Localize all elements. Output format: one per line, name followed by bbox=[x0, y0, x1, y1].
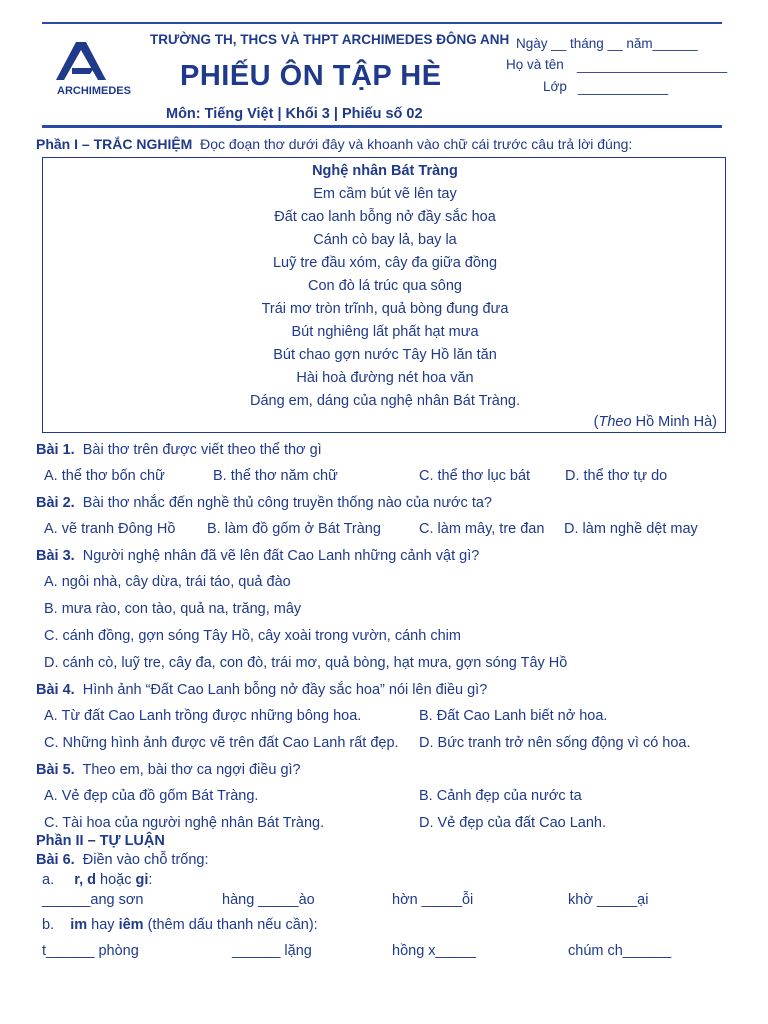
q1-option-c[interactable]: C. thể thơ lục bát bbox=[419, 468, 531, 484]
class-blank: ____________ bbox=[578, 80, 669, 95]
poem-line: Trái mơ tròn trĩnh, quả bòng đung đưa bbox=[261, 301, 509, 317]
question-label: Bài 1. bbox=[36, 442, 75, 458]
poem-source: (Theo Hồ Minh Hà) bbox=[593, 414, 717, 430]
poem-line: Bút nghiêng lất phất hạt mưa bbox=[291, 324, 479, 340]
question-text: Theo em, bài thơ ca ngợi điều gì? bbox=[82, 762, 301, 778]
poem-box bbox=[42, 157, 726, 433]
q6b-blank-2[interactable]: ______ lặng bbox=[232, 943, 312, 959]
poem-source-theo: Theo bbox=[598, 414, 632, 430]
q4-option-a[interactable]: A. Từ đất Cao Lanh trồng được những bông hoa. bbox=[44, 708, 362, 724]
question-text: Bài thơ trên được viết theo thể thơ gì bbox=[82, 442, 322, 458]
q5-option-d[interactable]: D. Vẻ đẹp của đất Cao Lanh. bbox=[419, 815, 607, 831]
q3-option-b[interactable]: B. mưa rào, con tào, quả na, trăng, mây bbox=[44, 601, 302, 617]
poem-title: Nghệ nhân Bát Tràng bbox=[312, 163, 458, 179]
q4-option-d[interactable]: D. Bức tranh trở nên sống động vì có hoa. bbox=[419, 735, 691, 751]
q6a-blank-3[interactable]: hờn _____ỗi bbox=[392, 892, 474, 908]
q2-option-b[interactable]: B. làm đồ gốm ở Bát Tràng bbox=[207, 521, 381, 537]
question-text: Người nghệ nhân đã vẽ lên đất Cao Lanh những cảnh vật gì? bbox=[82, 548, 480, 564]
poem-line: Bút chao gợn nước Tây Hồ lăn tăn bbox=[273, 347, 497, 363]
q5-option-a[interactable]: A. Vẻ đẹp của đồ gốm Bát Tràng. bbox=[44, 788, 259, 804]
q5-option-b[interactable]: B. Cảnh đẹp của nước ta bbox=[419, 788, 582, 804]
q5-option-c[interactable]: C. Tài hoa của người nghệ nhân Bát Tràng. bbox=[44, 815, 325, 831]
part2-label: Phần II – TỰ LUẬN bbox=[36, 833, 165, 849]
question-6 bbox=[36, 852, 209, 868]
school-name: TRƯỜNG TH, THCS VÀ THPT ARCHIMEDES ĐÔNG ANH bbox=[150, 32, 510, 47]
question-label: Bài 3. bbox=[36, 548, 75, 564]
q6b-blank-3[interactable]: hồng x_____ bbox=[392, 943, 476, 959]
q6a-instruction: a. r, d hoặc gi: bbox=[42, 872, 153, 888]
question-text: Điền vào chỗ trống: bbox=[82, 852, 209, 868]
subject-line: Môn: Tiếng Việt | Khối 3 | Phiếu số 02 bbox=[166, 106, 423, 122]
q1-option-d[interactable]: D. thể thơ tự do bbox=[565, 468, 668, 484]
question-4 bbox=[36, 682, 487, 698]
q6a-blank-1[interactable]: ______ang sơn bbox=[42, 892, 144, 908]
q3-option-c[interactable]: C. cánh đồng, gợn sóng Tây Hồ, cây xoài trong vườn, cánh chim bbox=[44, 628, 461, 644]
q4-option-b[interactable]: B. Đất Cao Lanh biết nở hoa. bbox=[419, 708, 608, 724]
poem-line: Em cầm bút vẽ lên tay bbox=[313, 186, 457, 202]
poem-line: Hài hoà đường nét hoa văn bbox=[296, 370, 474, 386]
part2-heading bbox=[36, 833, 165, 849]
q3-option-a[interactable]: A. ngôi nhà, cây dừa, trái táo, quả đào bbox=[44, 574, 291, 590]
part1-heading bbox=[36, 136, 632, 152]
class-label: Lớp bbox=[543, 79, 567, 94]
question-3 bbox=[36, 548, 479, 564]
question-label: Bài 5. bbox=[36, 762, 75, 778]
name-label: Họ và tên bbox=[506, 57, 564, 72]
question-label: Bài 6. bbox=[36, 852, 75, 868]
archimedes-logo-icon bbox=[44, 38, 144, 100]
q6a-blank-2[interactable]: hàng _____ào bbox=[222, 892, 315, 908]
part1-label: Phần I – TRẮC NGHIỆM bbox=[36, 136, 193, 152]
date-field: Ngày __ tháng __ năm______ bbox=[516, 36, 698, 51]
name-blank: ____________________ bbox=[577, 58, 728, 73]
question-label: Bài 2. bbox=[36, 495, 75, 511]
question-text: Hình ảnh “Đất Cao Lanh bỗng nở đầy sắc hoa” nói lên điều gì? bbox=[82, 682, 488, 698]
poem-source-author: Hồ Minh Hà) bbox=[631, 414, 717, 430]
question-label: Bài 4. bbox=[36, 682, 75, 698]
q2-option-d[interactable]: D. làm nghề dệt may bbox=[564, 521, 698, 537]
q6a-blank-4[interactable]: khờ _____ại bbox=[568, 892, 649, 908]
q2-option-a[interactable]: A. vẽ tranh Đông Hồ bbox=[44, 521, 176, 537]
question-1 bbox=[36, 442, 322, 458]
q1-option-a[interactable]: A. thể thơ bốn chữ bbox=[44, 468, 165, 484]
q6b-blank-1[interactable]: t______ phòng bbox=[42, 943, 139, 959]
poem-line: Luỹ tre đầu xóm, cây đa giữa đồng bbox=[272, 255, 498, 271]
question-text: Bài thơ nhắc đến nghề thủ công truyền thống nào của nước ta? bbox=[82, 495, 492, 511]
header-bottom-rule bbox=[42, 125, 722, 128]
q6b-blank-4[interactable]: chúm ch______ bbox=[568, 943, 672, 959]
question-2 bbox=[36, 495, 492, 511]
q4-option-c[interactable]: C. Những hình ảnh được vẽ trên đất Cao Lanh rất đẹp. bbox=[44, 735, 399, 751]
q1-option-b[interactable]: B. thể thơ năm chữ bbox=[213, 468, 338, 484]
q2-option-c[interactable]: C. làm mây, tre đan bbox=[419, 521, 545, 537]
q6b-instruction: b. im hay iêm (thêm dấu thanh nếu cần): bbox=[42, 917, 318, 933]
part1-instruction: Đọc đoạn thơ dưới đây và khoanh vào chữ cái trước câu trả lời đúng: bbox=[200, 136, 633, 152]
question-5 bbox=[36, 762, 301, 778]
logo-text: ARCHIMEDES bbox=[57, 85, 131, 97]
header-top-rule bbox=[42, 22, 722, 24]
poem-line: Đất cao lanh bỗng nở đầy sắc hoa bbox=[274, 209, 496, 225]
page-title: PHIẾU ÔN TẬP HÈ bbox=[180, 60, 442, 92]
poem-line: Con đò lá trúc qua sông bbox=[308, 278, 462, 294]
poem-line: Cánh cò bay lả, bay la bbox=[313, 232, 457, 248]
poem-line: Dáng em, dáng của nghệ nhân Bát Tràng. bbox=[249, 393, 521, 409]
q3-option-d[interactable]: D. cánh cò, luỹ tre, cây đa, con đò, trái mơ, quả bòng, hạt mưa, gợn sóng Tây Hồ bbox=[44, 655, 568, 671]
